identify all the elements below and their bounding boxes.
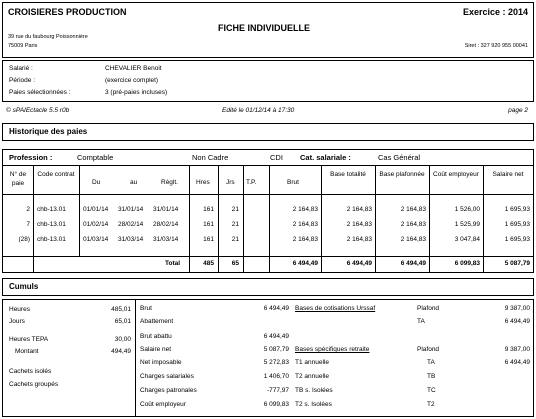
cell-num: (28) (18, 236, 30, 243)
total-label: Total (165, 260, 181, 267)
page-number: page 2 (508, 107, 528, 114)
cell-code: chb-13.01 (37, 236, 66, 243)
cumul-jours-value: 65,01 (114, 318, 131, 325)
retraite-t2s-label: T2 s. Isolées (295, 401, 332, 408)
cell-au: 31/03/14 (118, 236, 144, 243)
cell-jrs: 21 (231, 236, 239, 243)
col-header-tp: T.P. (246, 179, 257, 186)
cell-cout-employeur: 1 526,00 (454, 206, 480, 213)
header-divider (3, 194, 533, 195)
exercice-label: Exercice : 2014 (462, 7, 528, 17)
cell-reglt: 31/03/14 (153, 236, 179, 243)
salarie-value: CHEVALIER Benoit (105, 65, 162, 72)
urssaf-plafond-value: 9 387,00 (504, 305, 530, 312)
category-label: Cat. salariale : (300, 153, 351, 162)
edition-date: Edité le 01/12/14 à 17:30 (222, 107, 295, 114)
col-separator (79, 165, 80, 257)
profession-divider (3, 165, 533, 166)
col-header-num-paie: N° de paie (9, 171, 27, 187)
cell-hres: 161 (203, 221, 214, 228)
salarie-label: Salarié : (9, 65, 33, 72)
cumuls-box (2, 299, 534, 417)
cumul-jours-label: Jours (9, 318, 25, 325)
retraite-t2s-code: T2 (427, 401, 435, 408)
siret-number: Siret : 327 920 955 00041 (464, 43, 528, 49)
cell-code: chb-13.01 (37, 221, 66, 228)
cumul-brut-label: Brut (140, 305, 152, 312)
total-salaire-net: 5 087,79 (504, 260, 530, 267)
cumul-cout-employeur-label: Coût employeur (140, 401, 186, 408)
cumul-abattement-label: Abattement (140, 318, 174, 325)
col-header-base-plafonnee: Base plafonnée (379, 171, 425, 178)
col-header-base-totalite: Base totalité (330, 171, 366, 178)
retraite-t2-label: T2 annuelle (295, 373, 329, 380)
history-title-box (2, 123, 534, 141)
cell-cout-employeur: 3 047,84 (454, 236, 480, 243)
total-hres: 485 (203, 260, 214, 267)
cumul-montant-label: Montant (15, 348, 39, 355)
cell-salaire-net: 1 695,93 (504, 206, 530, 213)
company-address-line1: 39 rue du faubourg Poissonnière (8, 34, 88, 40)
retraite-tb-label: TB s. Isolées (295, 387, 333, 394)
retraite-tb-code: TC (427, 387, 436, 394)
col-header-hres: Hres (196, 179, 210, 186)
profession-label: Profession : (9, 153, 53, 162)
col-header-brut: Brut (287, 179, 299, 186)
cell-du: 01/03/14 (83, 236, 109, 243)
cell-jrs: 21 (231, 206, 239, 213)
total-divider (3, 256, 533, 257)
cumul-cout-employeur-value: 6 099,83 (263, 401, 289, 408)
cumul-heures-label: Heures (9, 306, 30, 313)
cell-num: 2 (26, 206, 30, 213)
periode-label: Période : (9, 77, 36, 84)
cumul-charges-salariales-label: Charges salariales (140, 373, 194, 380)
header-box (2, 2, 534, 58)
cell-cout-employeur: 1 525,99 (454, 221, 480, 228)
col-header-au: au (130, 179, 138, 186)
total-base-plafonnee: 6 494,49 (400, 260, 426, 267)
cumul-heures-value: 485,01 (111, 306, 131, 313)
cell-brut: 2 164,83 (292, 236, 318, 243)
total-base-totalite: 6 494,49 (346, 260, 372, 267)
urssaf-ta-value: 6 494,49 (504, 318, 530, 325)
employee-info-box (2, 60, 534, 102)
company-name: CROISIERES PRODUCTION (8, 7, 127, 17)
cumul-brut-abattu-label: Brut abattu (140, 333, 172, 340)
cell-du: 01/02/14 (83, 221, 109, 228)
retraite-t1-value: 6 494,49 (504, 359, 530, 366)
cell-base-plafonnee: 2 164,83 (400, 236, 426, 243)
cell-num: 7 (26, 221, 30, 228)
cumul-brut-abattu-value: 6 494,49 (263, 333, 289, 340)
cell-code: chb-13.01 (37, 206, 66, 213)
document-title: FICHE INDIVIDUELLE (218, 23, 311, 33)
software-version: © sPAIEctacle 5.5 r0b (6, 107, 70, 114)
cell-base-plafonnee: 2 164,83 (400, 206, 426, 213)
urssaf-title: Bases de cotisations Urssaf (295, 305, 376, 312)
cumul-charges-patronales-value: -777,97 (266, 387, 289, 394)
retraite-t1-label: T1 annuelle (295, 359, 329, 366)
cumul-heures-tepa-value: 30,00 (114, 336, 131, 343)
cell-base-totalite: 2 164,83 (346, 236, 372, 243)
cumul-montant-value: 494,49 (111, 348, 131, 355)
history-table-box (2, 149, 534, 273)
cell-base-totalite: 2 164,83 (346, 206, 372, 213)
cell-au: 31/01/14 (118, 206, 144, 213)
cumuls-title-box (2, 278, 534, 296)
col-header-code-contrat: Code contrat (37, 171, 75, 178)
col-header-cout-employeur: Coût employeur (433, 171, 479, 178)
cumul-cachets-groupes-label: Cachets groupés (9, 381, 59, 388)
col-header-jrs: Jrs (226, 179, 235, 186)
cumul-brut-value: 6 494,49 (263, 305, 289, 312)
cumul-cachets-isoles-label: Cachets isolés (9, 368, 52, 375)
cell-reglt: 28/02/14 (153, 221, 179, 228)
cell-au: 28/02/14 (118, 221, 144, 228)
cumul-charges-patronales-label: Charges patronales (140, 387, 197, 394)
periode-value: (exercice complet) (105, 77, 159, 84)
paies-value: 3 (pré-paies incluses) (105, 89, 168, 96)
retraite-t2-code: TB (427, 373, 436, 380)
cell-brut: 2 164,83 (292, 221, 318, 228)
col-header-du: Du (92, 179, 101, 186)
contract-type: CDI (270, 153, 283, 162)
retraite-title: Bases spécifiques retraite (295, 346, 370, 353)
urssaf-plafond-label: Plafond (417, 305, 440, 312)
cell-brut: 2 164,83 (292, 206, 318, 213)
cumul-net-imposable-label: Net imposable (140, 359, 182, 366)
cell-hres: 161 (203, 206, 214, 213)
cell-hres: 161 (203, 236, 214, 243)
cumul-net-imposable-value: 5 272,83 (263, 359, 289, 366)
retraite-plafond-label: Plafond (417, 346, 440, 353)
cumul-salaire-net-value: 5 087,79 (263, 346, 289, 353)
cumul-charges-salariales-value: 1 406,70 (263, 373, 289, 380)
retraite-plafond-value: 9 387,00 (504, 346, 530, 353)
cell-base-totalite: 2 164,83 (346, 221, 372, 228)
total-jrs: 65 (231, 260, 239, 267)
urssaf-ta-label: TA (417, 318, 425, 325)
cell-reglt: 31/01/14 (153, 206, 179, 213)
cell-salaire-net: 1 695,93 (504, 221, 530, 228)
employee-status: Non Cadre (192, 153, 229, 162)
cell-salaire-net: 1 695,93 (504, 236, 530, 243)
cumuls-title: Cumuls (9, 282, 39, 291)
cumul-heures-tepa-label: Heures TEPA (9, 336, 49, 343)
profession-value: Comptable (77, 153, 114, 162)
cumul-salaire-net-label: Salaire net (140, 346, 172, 353)
cell-du: 01/01/14 (83, 206, 109, 213)
col-header-salaire-net: Salaire net (492, 171, 524, 178)
retraite-t1-code: TA (427, 359, 435, 366)
col-header-reglt: Règlt. (161, 179, 178, 186)
paies-label: Paies sélectionnées : (9, 89, 71, 96)
company-address-line2: 75009 Paris (8, 43, 38, 49)
history-title: Historique des paies (9, 127, 88, 136)
cell-jrs: 21 (231, 221, 239, 228)
cumuls-separator (135, 300, 136, 416)
cell-base-plafonnee: 2 164,83 (400, 221, 426, 228)
category-value: Cas Général (378, 153, 421, 162)
total-cout-employeur: 6 099,83 (454, 260, 480, 267)
total-brut: 6 494,49 (292, 260, 318, 267)
